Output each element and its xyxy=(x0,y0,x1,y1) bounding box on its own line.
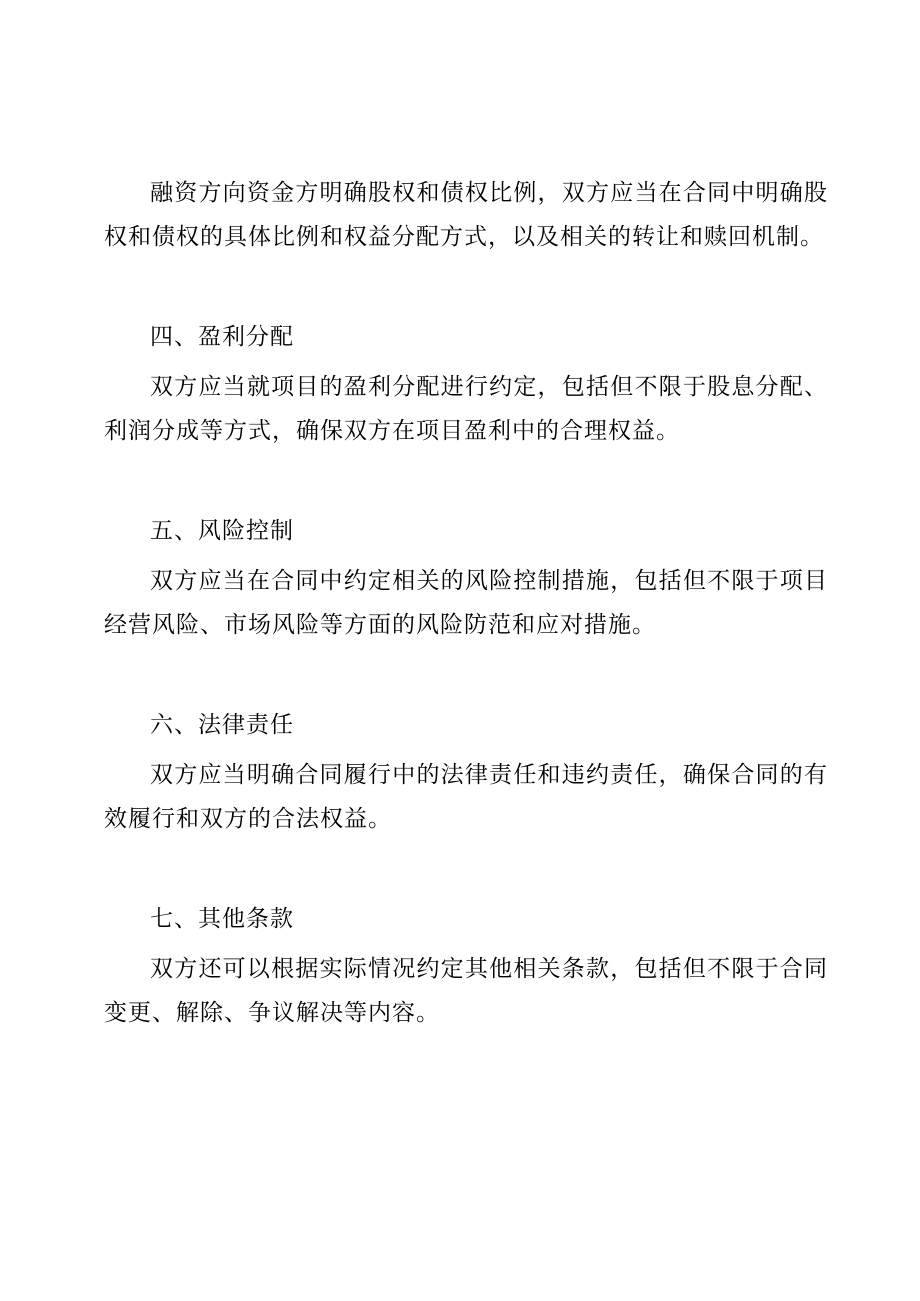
section-body: 双方应当就项目的盈利分配进行约定，包括但不限于股息分配、利润分成等方式，确保双方在项目盈利中的合理权益。 xyxy=(104,374,828,444)
section-heading: 五、风险控制 xyxy=(150,518,294,544)
section-heading: 七、其他条款 xyxy=(150,906,294,932)
intro-paragraph: 融资方向资金方明确股权和债权比例，双方应当在合同中明确股权和债权的具体比例和权益分配方式，以及相关的转让和赎回机制。 xyxy=(104,180,828,250)
section-body: 双方还可以根据实际情况约定其他相关条款，包括但不限于合同变更、解除、争议解决等内容。 xyxy=(104,956,828,1026)
section-legal-liability xyxy=(104,703,828,841)
section-heading: 四、盈利分配 xyxy=(150,324,294,350)
section-heading: 六、法律责任 xyxy=(150,712,294,738)
section-risk-control xyxy=(104,509,828,647)
section-profit-distribution xyxy=(104,315,828,453)
document-content xyxy=(104,171,828,1035)
section-other-terms xyxy=(104,897,828,1035)
section-body: 双方应当明确合同履行中的法律责任和违约责任，确保合同的有效履行和双方的合法权益。 xyxy=(104,762,828,832)
section-body: 双方应当在合同中约定相关的风险控制措施，包括但不限于项目经营风险、市场风险等方面的风险防范和应对措施。 xyxy=(104,568,828,638)
